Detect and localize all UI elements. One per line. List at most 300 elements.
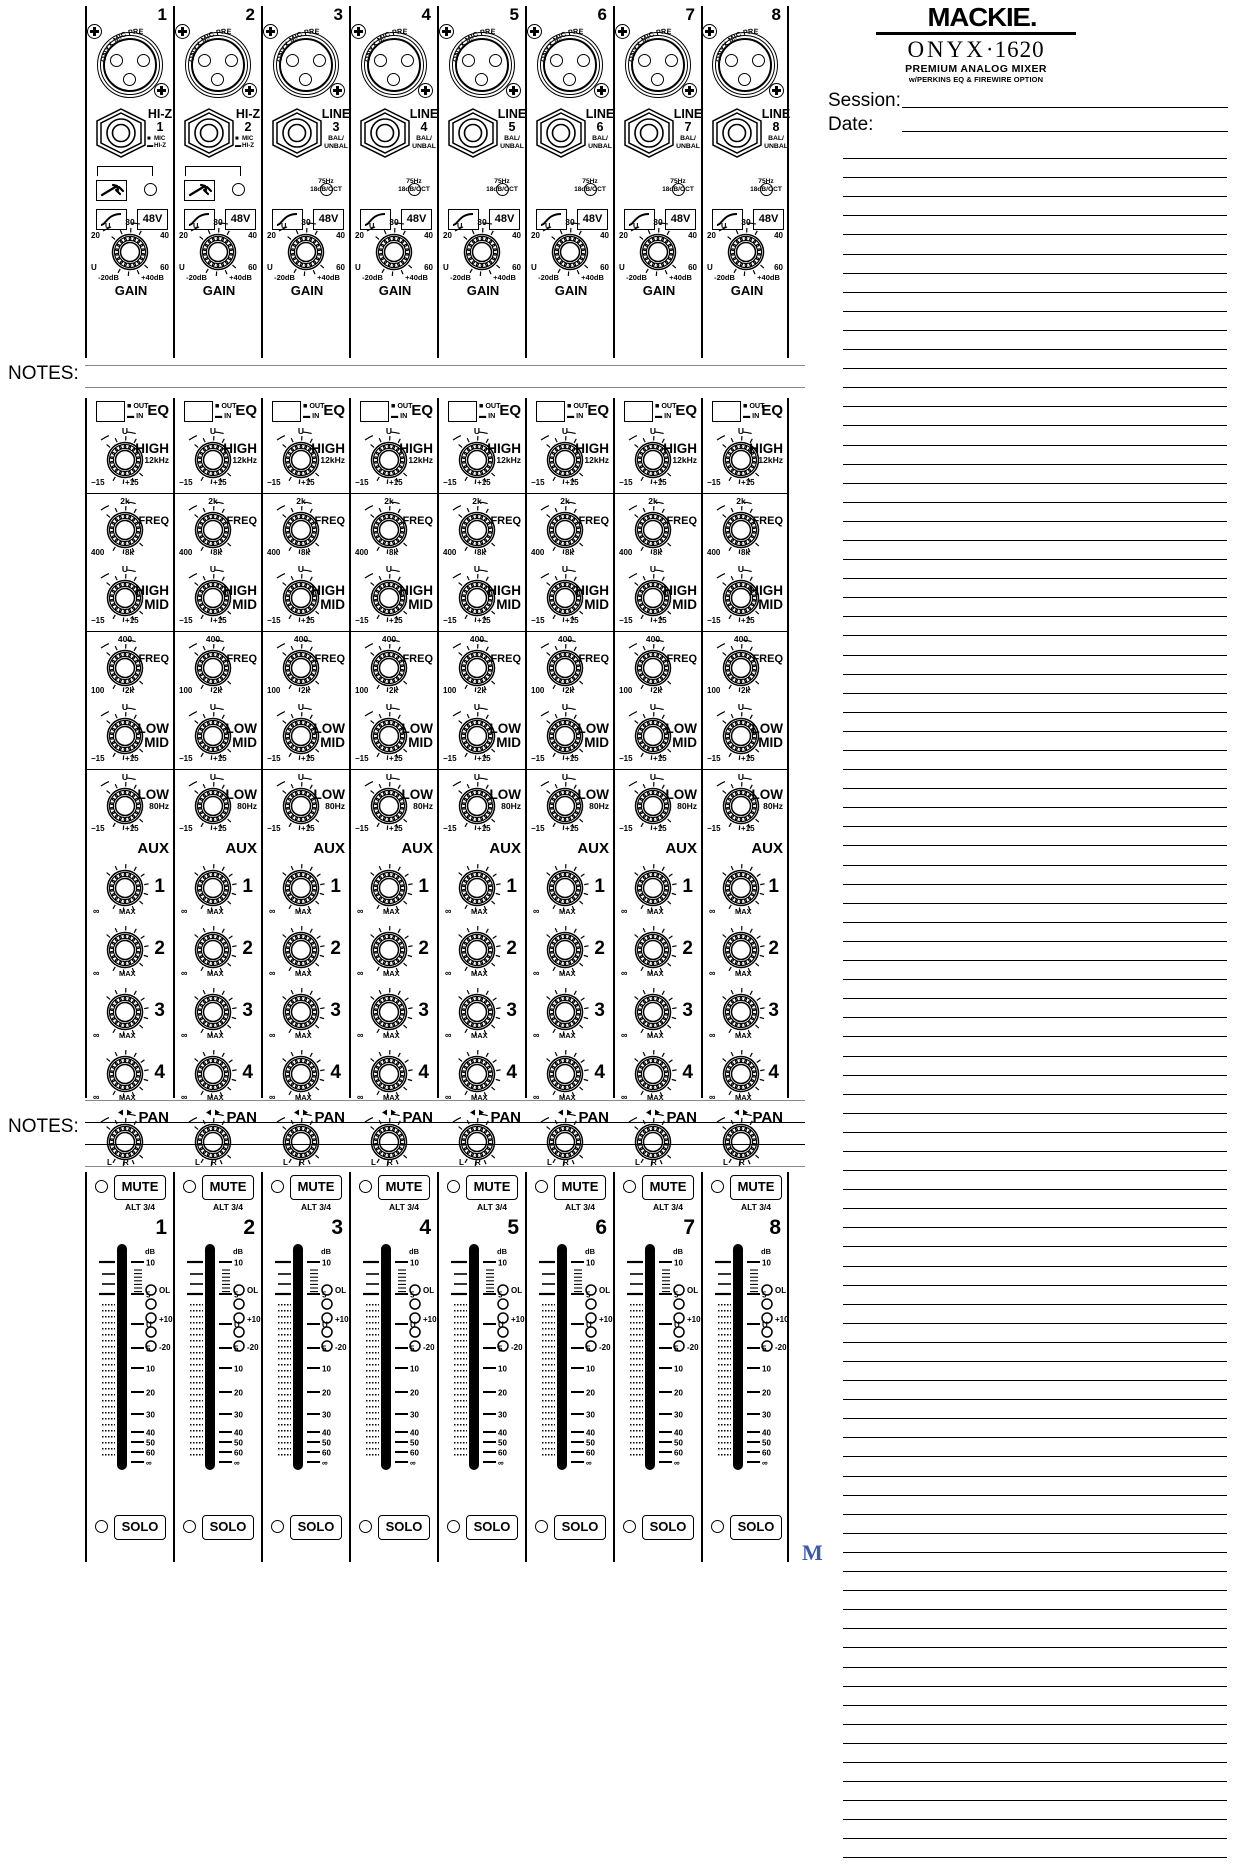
note-rule-line[interactable] — [843, 1438, 1227, 1457]
eq-knob-name: FREQ — [578, 515, 609, 527]
note-rule-line[interactable] — [843, 636, 1227, 655]
pan-label-7: PAN — [666, 1109, 697, 1126]
eq-knob-label-1 — [752, 516, 783, 527]
note-rule-line[interactable] — [843, 503, 1227, 522]
aux-min-label-1: ∞ — [181, 906, 188, 916]
eq-bypass-button-2[interactable] — [184, 401, 213, 422]
fader-track-3[interactable] — [293, 1244, 303, 1470]
note-rule-line[interactable] — [843, 522, 1227, 541]
channel-number-8: 8 — [771, 5, 781, 24]
xlr-input-jack-3[interactable] — [269, 28, 343, 102]
aux-send-row-2-4 — [175, 1046, 261, 1108]
svg-text:10: 10 — [410, 1364, 419, 1374]
aux-send-number-1: 1 — [682, 876, 693, 897]
note-rule-line[interactable] — [843, 885, 1227, 904]
note-rule-line[interactable] — [843, 1496, 1227, 1515]
svg-text:10: 10 — [322, 1364, 331, 1374]
fader-left-ticks-2 — [181, 1244, 205, 1484]
mute-button-3[interactable]: MUTE — [290, 1175, 342, 1200]
solo-button-3[interactable]: SOLO — [290, 1515, 342, 1540]
note-rule-line[interactable] — [843, 331, 1227, 350]
note-rule-line[interactable] — [843, 656, 1227, 675]
note-rule-line[interactable] — [843, 732, 1227, 751]
note-rule-line[interactable] — [843, 1247, 1227, 1266]
note-rule-line[interactable] — [843, 560, 1227, 579]
note-rule-line[interactable] — [843, 1820, 1227, 1839]
note-rule-line[interactable] — [843, 350, 1227, 369]
mute-button-7[interactable]: MUTE — [642, 1175, 694, 1200]
note-rule-line[interactable] — [843, 999, 1227, 1018]
eq-bypass-button-5[interactable] — [448, 401, 477, 422]
svg-text:20: 20 — [586, 1388, 595, 1398]
mute-button-5[interactable]: MUTE — [466, 1175, 518, 1200]
svg-text:OL: OL — [247, 1286, 259, 1295]
gain-knob-2[interactable] — [191, 225, 245, 279]
svg-text:U: U — [385, 426, 393, 436]
date-write-line[interactable] — [902, 131, 1228, 132]
xlr-screw-top-left — [615, 24, 630, 39]
gain-scale-60: 60 — [512, 263, 521, 272]
note-rule-line[interactable] — [843, 1725, 1227, 1744]
note-rule-line[interactable] — [843, 388, 1227, 407]
fader-channel-number-3: 3 — [331, 1216, 343, 1239]
xlr-input-jack-8[interactable] — [708, 28, 782, 102]
note-rule-line[interactable] — [843, 1228, 1227, 1247]
note-rule-line[interactable] — [843, 293, 1227, 312]
phantom-48v-button-2[interactable]: 48V — [225, 209, 256, 230]
mute-button-6[interactable]: MUTE — [554, 1175, 606, 1200]
solo-button-5[interactable]: SOLO — [466, 1515, 518, 1540]
aux-section-label-2: AUX — [225, 840, 257, 857]
note-rule-line[interactable] — [843, 1037, 1227, 1056]
hiz-guitar-button-2[interactable] — [184, 180, 215, 201]
note-rule-line[interactable] — [843, 579, 1227, 598]
notes-write-line[interactable] — [85, 1122, 805, 1123]
eq-out-legend: ■ OUT — [743, 401, 765, 410]
notes-write-line[interactable] — [85, 387, 805, 388]
solo-button-7[interactable]: SOLO — [642, 1515, 694, 1540]
phantom-led-8 — [760, 183, 773, 196]
note-rule-line[interactable] — [843, 1419, 1227, 1438]
note-rule-line[interactable] — [843, 1114, 1227, 1133]
note-rule-line[interactable] — [843, 1381, 1227, 1400]
trs-input-jack-3[interactable] — [271, 108, 323, 158]
note-rule-line[interactable] — [843, 1457, 1227, 1476]
xlr-screw-top-left — [263, 24, 278, 39]
xlr-input-jack-5[interactable] — [445, 28, 519, 102]
fader-track-4[interactable] — [381, 1244, 391, 1470]
jack-labels-5 — [497, 108, 527, 151]
svg-text:2k: 2k — [120, 496, 130, 506]
svg-text:U: U — [209, 772, 217, 782]
svg-text:30: 30 — [741, 217, 751, 227]
aux-send-number-4: 4 — [768, 1062, 779, 1083]
right-notes-ruled-lines[interactable] — [843, 140, 1227, 1858]
note-rule-line[interactable] — [843, 1610, 1227, 1629]
gain-knob-6[interactable] — [543, 225, 597, 279]
phantom-48v-button-6[interactable]: 48V — [577, 209, 608, 230]
brand-tagline: PREMIUM ANALOG MIXER — [905, 63, 1047, 76]
note-rule-line[interactable] — [843, 312, 1227, 331]
phantom-48v-button-4[interactable]: 48V — [401, 209, 432, 230]
note-rule-line[interactable] — [843, 1152, 1227, 1171]
eq-knob-row-8-3 — [703, 631, 787, 700]
note-rule-line[interactable] — [843, 255, 1227, 274]
eq-knob-max-2: +15 — [477, 616, 491, 625]
eq-knob-label-5 — [666, 788, 698, 810]
aux-send-number-3: 3 — [506, 1000, 517, 1021]
input-channel-strip-2 — [173, 6, 261, 358]
aux-min-label-1: ∞ — [621, 906, 628, 916]
mute-button-4[interactable]: MUTE — [378, 1175, 430, 1200]
eq-knob-label-5 — [578, 788, 610, 810]
note-rule-line[interactable] — [843, 1076, 1227, 1095]
notes-write-line[interactable] — [85, 1144, 805, 1145]
pan-row-3 — [263, 1108, 349, 1170]
gain-scale-u-top: U — [105, 221, 111, 230]
note-rule-line[interactable] — [843, 541, 1227, 560]
gain-knob-5[interactable] — [455, 225, 509, 279]
hiz-guitar-button-1[interactable] — [96, 180, 127, 201]
svg-text:5: 5 — [586, 1290, 591, 1300]
aux-min-label-1: ∞ — [445, 906, 452, 916]
note-rule-line[interactable] — [843, 846, 1227, 865]
eq-bypass-button-7[interactable] — [624, 401, 653, 422]
eq-bypass-button-3[interactable] — [272, 401, 301, 422]
fader-left-ticks-4 — [357, 1244, 381, 1484]
svg-text:20: 20 — [410, 1388, 419, 1398]
phantom-48v-button-1[interactable]: 48V — [137, 209, 168, 230]
fader-track-1[interactable] — [117, 1244, 127, 1470]
note-rule-line[interactable] — [843, 1324, 1227, 1343]
trs-input-jack-1[interactable] — [95, 108, 147, 158]
svg-text:+10: +10 — [159, 1315, 173, 1324]
notes-write-line[interactable] — [85, 365, 805, 366]
mute-button-1[interactable]: MUTE — [114, 1175, 166, 1200]
pan-row-8 — [703, 1108, 787, 1170]
solo-button-2[interactable]: SOLO — [202, 1515, 254, 1540]
eq-knob-sublabel: 12kHz — [584, 454, 609, 465]
alt-34-label-3: ALT 3/4 — [300, 1202, 332, 1212]
eq-knob-row-7-4 — [615, 700, 701, 769]
note-rule-line[interactable] — [843, 942, 1227, 961]
eq-out-icon: ■ — [479, 401, 484, 410]
note-rule-line[interactable] — [843, 675, 1227, 694]
note-rule-line[interactable] — [843, 980, 1227, 999]
note-rule-line[interactable] — [843, 1515, 1227, 1534]
pan-right-label-5: R — [475, 1158, 481, 1167]
note-rule-line[interactable] — [843, 446, 1227, 465]
mackie-wordmark: MACKIE. — [927, 2, 1037, 32]
eq-knob-label-3 — [578, 654, 609, 665]
svg-text:dB: dB — [497, 1247, 507, 1256]
solo-button-8[interactable]: SOLO — [730, 1515, 782, 1540]
aux-send-number-4: 4 — [154, 1062, 165, 1083]
aux-send-row-8-3 — [703, 984, 787, 1046]
xlr-input-jack-2[interactable] — [181, 28, 255, 102]
eq-knob-min-2: −15 — [619, 616, 633, 625]
trs-input-jack-7[interactable] — [623, 108, 675, 158]
phantom-48v-button-8[interactable]: 48V — [753, 209, 784, 230]
eq-knob-label-3 — [666, 654, 697, 665]
eq-bypass-button-6[interactable] — [536, 401, 565, 422]
note-rule-line[interactable] — [843, 1209, 1227, 1228]
note-rule-line[interactable] — [843, 407, 1227, 426]
note-rule-line[interactable] — [843, 216, 1227, 235]
note-rule-line[interactable] — [843, 694, 1227, 713]
eq-knob-name: FREQ — [578, 653, 609, 665]
note-rule-line[interactable] — [843, 159, 1227, 178]
trs-input-jack-2[interactable] — [183, 108, 235, 158]
xlr-input-jack-1[interactable] — [93, 28, 167, 102]
line-unbal-label: UNBAL — [764, 142, 788, 150]
mute-button-2[interactable]: MUTE — [202, 1175, 254, 1200]
phantom-led-6 — [584, 183, 597, 196]
eq-knob-min-4: −15 — [707, 754, 721, 763]
note-rule-line[interactable] — [843, 808, 1227, 827]
eq-knob-row-5-3 — [439, 631, 525, 700]
trs-input-jack-4[interactable] — [359, 108, 411, 158]
lowcut-freq: 75Hz — [494, 178, 510, 185]
eq-bypass-button-1[interactable] — [96, 401, 125, 422]
aux-min-label-4: ∞ — [181, 1092, 188, 1102]
gain-knob-8[interactable] — [719, 225, 773, 279]
eq-section-label-1: EQ — [147, 402, 169, 419]
xlr-input-jack-7[interactable] — [621, 28, 695, 102]
note-rule-line[interactable] — [843, 1801, 1227, 1820]
svg-text:40: 40 — [146, 1428, 155, 1438]
eq-knob-min-5: −15 — [443, 824, 457, 833]
note-rule-line[interactable] — [843, 1763, 1227, 1782]
xlr-input-jack-6[interactable] — [533, 28, 607, 102]
aux-send-number-3: 3 — [594, 1000, 605, 1021]
eq-knob-min-3: 100 — [267, 686, 281, 695]
solo-button-4[interactable]: SOLO — [378, 1515, 430, 1540]
note-rule-line[interactable] — [843, 866, 1227, 885]
fader-track-5[interactable] — [469, 1244, 479, 1470]
xlr-pin-1 — [725, 54, 738, 67]
session-field-row — [828, 88, 1228, 112]
eq-knob-max-1: 8k — [125, 548, 134, 557]
note-rule-line[interactable] — [843, 1648, 1227, 1667]
notes-write-line[interactable] — [85, 1100, 805, 1101]
eq-knob-row-6-1 — [527, 493, 613, 562]
eq-knob-min-2: −15 — [267, 616, 281, 625]
mic-mode-icon: ■ — [147, 134, 151, 142]
phantom-48v-button-3[interactable]: 48V — [313, 209, 344, 230]
gain-knob-4[interactable] — [367, 225, 421, 279]
eq-knob-row-1-5 — [87, 769, 173, 838]
lowcut-freq: 75Hz — [406, 178, 422, 185]
notes-write-line[interactable] — [85, 1166, 805, 1167]
eq-knob-min-2: −15 — [91, 616, 105, 625]
note-rule-line[interactable] — [843, 274, 1227, 293]
aux-max-label-4: MAX — [559, 1093, 576, 1102]
jack-number-label: 7 — [684, 120, 692, 135]
svg-text:10: 10 — [146, 1258, 155, 1268]
svg-text:∞: ∞ — [762, 1458, 768, 1468]
eq-knob-row-2-2 — [175, 562, 261, 631]
note-rule-line[interactable] — [843, 1534, 1227, 1553]
line-bal-label: BAL/ — [416, 134, 432, 142]
eq-knob-name: LOW — [665, 787, 697, 802]
svg-text:dB: dB — [585, 1247, 595, 1256]
note-rule-line[interactable] — [843, 827, 1227, 846]
eq-knob-max-2: +15 — [653, 616, 667, 625]
eq-knob-name: FREQ — [752, 653, 783, 665]
note-rule-line[interactable] — [843, 1133, 1227, 1152]
note-rule-line[interactable] — [843, 1706, 1227, 1725]
note-rule-line[interactable] — [843, 770, 1227, 789]
gain-knob-3[interactable] — [279, 225, 333, 279]
note-rule-line[interactable] — [843, 140, 1227, 159]
eq-knob-max-4: +15 — [741, 754, 755, 763]
aux-send-number-2: 2 — [330, 938, 341, 959]
trs-input-jack-5[interactable] — [447, 108, 499, 158]
note-rule-line[interactable] — [843, 1591, 1227, 1610]
eq-knob-name: FREQ — [490, 653, 521, 665]
svg-text:+10: +10 — [335, 1315, 349, 1324]
svg-text:30: 30 — [653, 217, 663, 227]
note-rule-line[interactable] — [843, 1687, 1227, 1706]
note-rule-line[interactable] — [843, 369, 1227, 388]
xlr-pin-2 — [137, 54, 150, 67]
svg-text:50: 50 — [586, 1438, 595, 1448]
pan-label-5: PAN — [490, 1109, 521, 1126]
eq-knob-label-0 — [487, 442, 521, 464]
gain-knob-7[interactable] — [631, 225, 685, 279]
xlr-pin-3 — [299, 73, 312, 86]
gain-scale-40: 40 — [512, 231, 521, 240]
line-input-row-2 — [175, 104, 261, 162]
aux-section-label-1: AUX — [137, 840, 169, 857]
note-rule-line[interactable] — [843, 617, 1227, 636]
svg-text:U: U — [561, 772, 569, 782]
svg-text:ONYX MIC PRE: ONYX MIC PRE — [450, 26, 496, 63]
xlr-input-jack-4[interactable] — [357, 28, 431, 102]
phantom-48v-button-7[interactable]: 48V — [665, 209, 696, 230]
note-rule-line[interactable] — [843, 1572, 1227, 1591]
note-rule-line[interactable] — [843, 484, 1227, 503]
xlr-pin-1 — [198, 54, 211, 67]
fader-track-8[interactable] — [733, 1244, 743, 1470]
svg-text:50: 50 — [674, 1438, 683, 1448]
note-rule-line[interactable] — [843, 465, 1227, 484]
note-rule-line[interactable] — [843, 1362, 1227, 1381]
note-rule-line[interactable] — [843, 1286, 1227, 1305]
eq-knob-label-3 — [402, 654, 433, 665]
eq-knob-max-3: 2k — [213, 686, 222, 695]
trs-input-jack-6[interactable] — [535, 108, 587, 158]
fader-left-ticks-3 — [269, 1244, 293, 1484]
note-rule-line[interactable] — [843, 1190, 1227, 1209]
note-rule-line[interactable] — [843, 904, 1227, 923]
svg-text:U: U — [121, 426, 129, 436]
note-rule-line[interactable] — [843, 1095, 1227, 1114]
note-rule-line[interactable] — [843, 961, 1227, 980]
trs-input-jack-8[interactable] — [711, 108, 763, 158]
note-rule-line[interactable] — [843, 178, 1227, 197]
note-rule-line[interactable] — [843, 789, 1227, 808]
eq-knob-min-4: −15 — [267, 754, 281, 763]
note-rule-line[interactable] — [843, 1629, 1227, 1648]
note-rule-line[interactable] — [843, 1171, 1227, 1190]
phantom-led-1 — [144, 183, 157, 196]
note-rule-line[interactable] — [843, 1668, 1227, 1687]
eq-knob-name: LOW — [577, 787, 609, 802]
solo-led-5 — [447, 1520, 460, 1533]
fader-left-ticks-5 — [445, 1244, 469, 1484]
note-rule-line[interactable] — [843, 598, 1227, 617]
pan-left-label-2: L — [195, 1158, 200, 1167]
fader-track-6[interactable] — [557, 1244, 567, 1470]
note-rule-line[interactable] — [843, 197, 1227, 216]
note-rule-line[interactable] — [843, 751, 1227, 770]
solo-button-6[interactable]: SOLO — [554, 1515, 606, 1540]
eq-bypass-button-4[interactable] — [360, 401, 389, 422]
svg-text:10: 10 — [234, 1258, 243, 1268]
eq-knob-row-5-4 — [439, 700, 525, 769]
aux-section-label-5: AUX — [489, 840, 521, 857]
svg-text:U: U — [322, 1320, 328, 1330]
aux-send-number-4: 4 — [330, 1062, 341, 1083]
note-rule-line[interactable] — [843, 426, 1227, 445]
notes-label-top: NOTES: — [8, 363, 79, 384]
note-rule-line[interactable] — [843, 1018, 1227, 1037]
xlr-screw-top-left — [702, 24, 717, 39]
svg-text:U: U — [209, 426, 217, 436]
note-rule-line[interactable] — [843, 1305, 1227, 1324]
eq-knob-row-6-5 — [527, 769, 613, 838]
svg-text:ONYX MIC PRE: ONYX MIC PRE — [186, 26, 232, 63]
note-rule-line[interactable] — [843, 1839, 1227, 1858]
mute-button-8[interactable]: MUTE — [730, 1175, 782, 1200]
svg-text:U: U — [297, 426, 305, 436]
gain-scale-60: 60 — [688, 263, 697, 272]
fader-track-7[interactable] — [645, 1244, 655, 1470]
note-rule-line[interactable] — [843, 1400, 1227, 1419]
note-rule-line[interactable] — [843, 1477, 1227, 1496]
eq-knob-label-4 — [490, 722, 522, 750]
note-rule-line[interactable] — [843, 1343, 1227, 1362]
eq-knob-sublabel: 12kHz — [232, 454, 257, 465]
note-rule-line[interactable] — [843, 1057, 1227, 1076]
eq-bypass-button-8[interactable] — [712, 401, 741, 422]
eq-knob-min-3: 100 — [531, 686, 545, 695]
session-write-line[interactable] — [902, 107, 1228, 108]
phantom-48v-button-5[interactable]: 48V — [489, 209, 520, 230]
eq-knob-name: FREQ — [752, 515, 783, 527]
gain-knob-1[interactable] — [103, 225, 157, 279]
eq-knob-name-line1: LOW — [313, 721, 345, 736]
note-rule-line[interactable] — [843, 923, 1227, 942]
note-rule-line[interactable] — [843, 713, 1227, 732]
note-rule-line[interactable] — [843, 1553, 1227, 1572]
eq-knob-name-line2: MID — [320, 596, 345, 612]
xlr-screw-bottom-right — [682, 83, 697, 98]
eq-knob-name-line2: MID — [672, 734, 697, 750]
note-rule-line[interactable] — [843, 1744, 1227, 1763]
eq-knob-min-1: 400 — [531, 548, 545, 557]
line-bal-label: BAL/ — [504, 134, 520, 142]
fader-track-2[interactable] — [205, 1244, 215, 1470]
note-rule-line[interactable] — [843, 235, 1227, 254]
aux-send-row-3-2 — [263, 922, 349, 984]
solo-button-1[interactable]: SOLO — [114, 1515, 166, 1540]
note-rule-line[interactable] — [843, 1782, 1227, 1801]
gain-min-label: -20dB — [362, 273, 383, 282]
note-rule-line[interactable] — [843, 1267, 1227, 1286]
